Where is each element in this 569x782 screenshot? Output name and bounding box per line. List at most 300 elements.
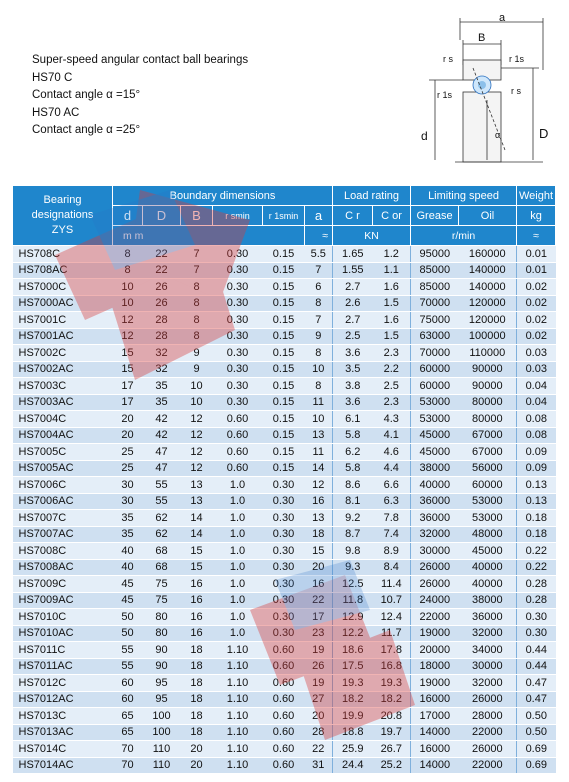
spec-value-cell: 27	[305, 691, 333, 708]
spec-value-cell: 13	[181, 493, 213, 510]
spec-value-cell: 11	[305, 394, 333, 411]
table-body	[13, 246, 556, 774]
spec-value-cell: 28	[143, 312, 181, 329]
col-D: D	[143, 206, 181, 226]
spec-value-cell: 15	[113, 345, 143, 362]
spec-value-cell: 0.15	[263, 460, 305, 477]
spec-value-cell: 3.5	[333, 361, 373, 378]
spec-value-cell: 53000	[411, 411, 459, 428]
spec-value-cell: 12	[181, 460, 213, 477]
spec-value-cell: 32000	[411, 526, 459, 543]
table-row	[13, 295, 556, 312]
spec-value-cell: 22	[143, 262, 181, 279]
spec-value-cell: 62	[143, 510, 181, 527]
table-row	[13, 361, 556, 378]
spec-value-cell: 50	[113, 609, 143, 626]
spec-value-cell: 60	[113, 675, 143, 692]
spec-value-cell: 0.30	[263, 625, 305, 642]
spec-value-cell: 10	[113, 279, 143, 296]
spec-value-cell: 65	[113, 708, 143, 725]
unit-kn: KN	[333, 226, 411, 246]
spec-value-cell: 15	[181, 543, 213, 560]
spec-value-cell: 45000	[411, 444, 459, 461]
spec-value-cell: 80000	[459, 394, 517, 411]
spec-value-cell: 19.3	[373, 675, 411, 692]
spec-value-cell: 0.30	[263, 576, 305, 593]
spec-value-cell: 120000	[459, 295, 517, 312]
spec-value-cell: 4.3	[373, 411, 411, 428]
spec-value-cell: 75	[143, 592, 181, 609]
spec-value-cell: 0.50	[517, 708, 556, 725]
spec-value-cell: 0.15	[263, 361, 305, 378]
spec-value-cell: 17	[305, 609, 333, 626]
spec-value-cell: 16	[181, 576, 213, 593]
spec-value-cell: 42	[143, 427, 181, 444]
table-row	[13, 526, 556, 543]
spec-value-cell: 0.15	[263, 295, 305, 312]
spec-value-cell: 8.1	[333, 493, 373, 510]
spec-value-cell: 0.30	[263, 609, 305, 626]
spec-value-cell: 45	[113, 592, 143, 609]
spec-value-cell: 40	[113, 543, 143, 560]
spec-value-cell: 0.60	[263, 675, 305, 692]
table-row	[13, 576, 556, 593]
spec-value-cell: 10	[181, 378, 213, 395]
spec-value-cell: 2.7	[333, 279, 373, 296]
bearing-designation-cell: HS7011C	[13, 642, 113, 659]
spec-value-cell: 35	[143, 394, 181, 411]
spec-value-cell: 1.10	[213, 708, 263, 725]
spec-value-cell: 1.2	[373, 246, 411, 263]
bearing-designation-cell: HS7014AC	[13, 757, 113, 774]
spec-value-cell: 19.7	[373, 724, 411, 741]
col-r1smin: r 1smin	[263, 206, 305, 226]
spec-value-cell: 80000	[459, 411, 517, 428]
spec-value-cell: 0.01	[517, 246, 556, 263]
spec-value-cell: 1.0	[213, 526, 263, 543]
spec-value-cell: 0.18	[517, 510, 556, 527]
spec-value-cell: 12	[181, 427, 213, 444]
spec-value-cell: 0.02	[517, 295, 556, 312]
spec-value-cell: 0.28	[517, 576, 556, 593]
col-designations-header: Bearing designations ZYS	[13, 186, 113, 246]
table-row	[13, 246, 556, 263]
spec-value-cell: 1.10	[213, 691, 263, 708]
spec-value-cell: 11.7	[373, 625, 411, 642]
spec-value-cell: 90000	[459, 361, 517, 378]
spec-value-cell: 20	[305, 559, 333, 576]
spec-value-cell: 36000	[459, 609, 517, 626]
bearing-designation-cell: HS7003AC	[13, 394, 113, 411]
spec-value-cell: 0.02	[517, 279, 556, 296]
spec-value-cell: 34000	[459, 642, 517, 659]
spec-value-cell: 0.15	[263, 411, 305, 428]
bearing-designation-cell: HS7013AC	[13, 724, 113, 741]
unit-approx: ≈	[305, 226, 333, 246]
spec-value-cell: 48000	[459, 526, 517, 543]
spec-value-cell: 12	[181, 444, 213, 461]
spec-value-cell: 0.60	[263, 642, 305, 659]
spec-value-cell: 11.4	[373, 576, 411, 593]
spec-value-cell: 26000	[411, 576, 459, 593]
spec-value-cell: 22	[143, 246, 181, 263]
bearing-designation-cell: HS7007AC	[13, 526, 113, 543]
spec-value-cell: 19000	[411, 675, 459, 692]
spec-value-cell: 1.0	[213, 559, 263, 576]
spec-value-cell: 25.9	[333, 741, 373, 758]
dim-D-label: D	[539, 126, 549, 141]
spec-value-cell: 0.30	[213, 262, 263, 279]
col-d: d	[113, 206, 143, 226]
spec-value-cell: 53000	[459, 510, 517, 527]
bearing-spec-table	[12, 185, 556, 774]
spec-value-cell: 13	[305, 510, 333, 527]
spec-value-cell: 26	[305, 658, 333, 675]
spec-value-cell: 0.60	[213, 411, 263, 428]
table-row	[13, 609, 556, 626]
spec-value-cell: 23	[305, 625, 333, 642]
spec-value-cell: 0.30	[263, 543, 305, 560]
spec-value-cell: 36000	[411, 510, 459, 527]
spec-value-cell: 11.8	[333, 592, 373, 609]
spec-value-cell: 0.15	[263, 328, 305, 345]
spec-value-cell: 0.47	[517, 675, 556, 692]
table-row	[13, 477, 556, 494]
spec-value-cell: 0.03	[517, 345, 556, 362]
spec-value-cell: 26	[143, 279, 181, 296]
spec-value-cell: 0.03	[517, 361, 556, 378]
spec-value-cell: 8	[305, 345, 333, 362]
dim-B-label: B	[478, 32, 486, 44]
spec-value-cell: 18	[181, 708, 213, 725]
spec-value-cell: 5.8	[333, 427, 373, 444]
spec-value-cell: 0.30	[263, 510, 305, 527]
spec-value-cell: 16	[181, 609, 213, 626]
spec-value-cell: 40000	[411, 477, 459, 494]
spec-value-cell: 0.01	[517, 262, 556, 279]
spec-value-cell: 12	[113, 312, 143, 329]
spec-value-cell: 40000	[459, 559, 517, 576]
spec-value-cell: 4.1	[373, 427, 411, 444]
spec-value-cell: 67000	[459, 444, 517, 461]
spec-value-cell: 0.60	[263, 741, 305, 758]
spec-value-cell: 1.0	[213, 576, 263, 593]
spec-value-cell: 20	[113, 427, 143, 444]
bearing-designation-cell: HS7009C	[13, 576, 113, 593]
col-grease: Grease	[411, 206, 459, 226]
spec-value-cell: 0.30	[263, 592, 305, 609]
spec-value-cell: 35	[113, 526, 143, 543]
spec-value-cell: 1.6	[373, 279, 411, 296]
spec-value-cell: 50	[113, 625, 143, 642]
table-row	[13, 493, 556, 510]
spec-value-cell: 1.0	[213, 592, 263, 609]
bearing-designation-cell: HS7009AC	[13, 592, 113, 609]
rs-label-right: r s	[511, 86, 521, 96]
spec-value-cell: 110000	[459, 345, 517, 362]
spec-value-cell: 10	[113, 295, 143, 312]
spec-value-cell: 4.6	[373, 444, 411, 461]
bearing-designation-cell: HS7003C	[13, 378, 113, 395]
bearing-designation-cell: HS7012C	[13, 675, 113, 692]
spec-value-cell: 62	[143, 526, 181, 543]
spec-value-cell: 0.30	[213, 312, 263, 329]
spec-value-cell: 22	[305, 592, 333, 609]
spec-value-cell: 14000	[411, 724, 459, 741]
spec-value-cell: 1.10	[213, 724, 263, 741]
table-row	[13, 460, 556, 477]
table-row	[13, 279, 556, 296]
spec-value-cell: 19	[305, 642, 333, 659]
spec-value-cell: 1.5	[373, 328, 411, 345]
spec-value-cell: 1.10	[213, 658, 263, 675]
spec-value-cell: 1.0	[213, 477, 263, 494]
spec-value-cell: 0.30	[213, 394, 263, 411]
spec-value-cell: 0.28	[517, 592, 556, 609]
spec-value-cell: 12	[181, 411, 213, 428]
spec-value-cell: 8.4	[373, 559, 411, 576]
spec-value-cell: 100000	[459, 328, 517, 345]
spec-value-cell: 0.15	[263, 444, 305, 461]
table-row	[13, 262, 556, 279]
spec-value-cell: 0.02	[517, 312, 556, 329]
table-row	[13, 559, 556, 576]
spec-value-cell: 1.10	[213, 741, 263, 758]
spec-value-cell: 0.15	[263, 427, 305, 444]
spec-value-cell: 26000	[459, 691, 517, 708]
spec-value-cell: 42	[143, 411, 181, 428]
unit-approx-weight: ≈	[517, 226, 556, 246]
bearing-designation-cell: HS7001AC	[13, 328, 113, 345]
spec-value-cell: 18	[181, 642, 213, 659]
spec-value-cell: 0.60	[263, 724, 305, 741]
spec-value-cell: 9.2	[333, 510, 373, 527]
spec-value-cell: 67000	[459, 427, 517, 444]
spec-value-cell: 0.30	[517, 625, 556, 642]
bearing-designation-cell: HS7002AC	[13, 361, 113, 378]
spec-value-cell: 2.2	[373, 361, 411, 378]
intro-series-c: HS70 C	[32, 71, 73, 84]
spec-value-cell: 53000	[459, 493, 517, 510]
spec-value-cell: 18	[181, 658, 213, 675]
spec-value-cell: 16000	[411, 741, 459, 758]
spec-value-cell: 7.4	[373, 526, 411, 543]
bearing-designation-cell: HS708C	[13, 246, 113, 263]
spec-value-cell: 7	[181, 246, 213, 263]
spec-value-cell: 30000	[459, 658, 517, 675]
spec-value-cell: 3.6	[333, 345, 373, 362]
intro-series-ac: HS70 AC	[32, 106, 80, 119]
spec-value-cell: 22000	[459, 724, 517, 741]
spec-value-cell: 16	[181, 625, 213, 642]
spec-value-cell: 8.7	[333, 526, 373, 543]
spec-value-cell: 19000	[411, 625, 459, 642]
spec-value-cell: 0.30	[263, 559, 305, 576]
spec-value-cell: 0.15	[263, 312, 305, 329]
spec-value-cell: 8.6	[333, 477, 373, 494]
spec-value-cell: 12	[305, 477, 333, 494]
spec-value-cell: 2.7	[333, 312, 373, 329]
spec-value-cell: 0.44	[517, 642, 556, 659]
spec-value-cell: 0.18	[517, 526, 556, 543]
spec-value-cell: 90	[143, 642, 181, 659]
spec-value-cell: 22000	[459, 757, 517, 774]
spec-value-cell: 0.09	[517, 444, 556, 461]
spec-value-cell: 70000	[411, 295, 459, 312]
spec-value-cell: 0.15	[263, 279, 305, 296]
spec-value-cell: 56000	[459, 460, 517, 477]
spec-value-cell: 19	[305, 675, 333, 692]
spec-value-cell: 55	[113, 642, 143, 659]
spec-value-cell: 0.60	[263, 691, 305, 708]
spec-value-cell: 60	[113, 691, 143, 708]
spec-value-cell: 22	[305, 741, 333, 758]
bearing-designation-cell: HS7013C	[13, 708, 113, 725]
spec-value-cell: 2.3	[373, 345, 411, 362]
bearing-diagram	[415, 10, 565, 170]
table-row	[13, 510, 556, 527]
table-row	[13, 543, 556, 560]
weight-header: Weight	[517, 186, 556, 206]
spec-value-cell: 15	[305, 543, 333, 560]
spec-value-cell: 100	[143, 708, 181, 725]
spec-value-cell: 9.8	[333, 543, 373, 560]
spec-value-cell: 14000	[411, 757, 459, 774]
col-kg: kg	[517, 206, 556, 226]
spec-value-cell: 25	[113, 460, 143, 477]
unit-mm: m m	[113, 226, 305, 246]
spec-value-cell: 20	[181, 741, 213, 758]
spec-value-cell: 0.47	[517, 691, 556, 708]
spec-value-cell: 32000	[459, 675, 517, 692]
spec-value-cell: 30	[113, 493, 143, 510]
spec-value-cell: 8	[181, 295, 213, 312]
col-cor: C or	[373, 206, 411, 226]
bearing-designation-cell: HS7006AC	[13, 493, 113, 510]
spec-value-cell: 26.7	[373, 741, 411, 758]
table-row	[13, 675, 556, 692]
spec-value-cell: 24.4	[333, 757, 373, 774]
dim-d-label: d	[421, 129, 428, 143]
spec-value-cell: 4.4	[373, 460, 411, 477]
spec-value-cell: 0.22	[517, 559, 556, 576]
spec-value-cell: 18	[181, 675, 213, 692]
spec-value-cell: 12	[113, 328, 143, 345]
spec-value-cell: 8	[305, 295, 333, 312]
spec-value-cell: 0.30	[213, 361, 263, 378]
dim-a-label: a	[499, 12, 506, 24]
spec-value-cell: 26000	[411, 559, 459, 576]
spec-value-cell: 0.13	[517, 493, 556, 510]
spec-value-cell: 18.6	[333, 642, 373, 659]
spec-value-cell: 19.9	[333, 708, 373, 725]
spec-value-cell: 75000	[411, 312, 459, 329]
spec-value-cell: 8	[113, 246, 143, 263]
spec-value-cell: 18.2	[333, 691, 373, 708]
spec-value-cell: 9	[305, 328, 333, 345]
spec-value-cell: 12.5	[333, 576, 373, 593]
spec-value-cell: 26000	[459, 741, 517, 758]
spec-value-cell: 14	[181, 526, 213, 543]
table-row	[13, 328, 556, 345]
spec-value-cell: 55	[113, 658, 143, 675]
spec-value-cell: 140000	[459, 262, 517, 279]
spec-value-cell: 95000	[411, 246, 459, 263]
bearing-designation-cell: HS7008C	[13, 543, 113, 560]
spec-value-cell: 30	[113, 477, 143, 494]
spec-value-cell: 0.60	[263, 757, 305, 774]
spec-value-cell: 24000	[411, 592, 459, 609]
unit-rmin: r/min	[411, 226, 517, 246]
spec-value-cell: 80	[143, 609, 181, 626]
spec-value-cell: 75	[143, 576, 181, 593]
table-row	[13, 642, 556, 659]
spec-value-cell: 12.4	[373, 609, 411, 626]
spec-value-cell: 7.8	[373, 510, 411, 527]
spec-value-cell: 45	[113, 576, 143, 593]
spec-value-cell: 7	[305, 262, 333, 279]
spec-value-cell: 20	[113, 411, 143, 428]
bearing-designation-cell: HS7010C	[13, 609, 113, 626]
spec-value-cell: 0.30	[517, 609, 556, 626]
spec-value-cell: 47	[143, 444, 181, 461]
spec-value-cell: 22000	[411, 609, 459, 626]
table-row	[13, 427, 556, 444]
spec-value-cell: 16	[305, 493, 333, 510]
spec-value-cell: 68	[143, 559, 181, 576]
load-rating-header: Load rating	[333, 186, 411, 206]
spec-value-cell: 38000	[459, 592, 517, 609]
spec-value-cell: 68	[143, 543, 181, 560]
spec-value-cell: 120000	[459, 312, 517, 329]
limiting-speed-header: Limiting speed	[411, 186, 517, 206]
spec-value-cell: 85000	[411, 262, 459, 279]
spec-value-cell: 12.2	[333, 625, 373, 642]
spec-value-cell: 2.6	[333, 295, 373, 312]
spec-value-cell: 20	[305, 708, 333, 725]
table-row	[13, 757, 556, 774]
spec-value-cell: 8	[113, 262, 143, 279]
spec-value-cell: 90	[143, 658, 181, 675]
spec-value-cell: 0.04	[517, 378, 556, 395]
spec-value-cell: 0.60	[263, 658, 305, 675]
spec-value-cell: 6.2	[333, 444, 373, 461]
spec-value-cell: 95	[143, 691, 181, 708]
table-row	[13, 345, 556, 362]
spec-value-cell: 0.30	[213, 345, 263, 362]
spec-value-cell: 70	[113, 741, 143, 758]
col-B: B	[181, 206, 213, 226]
bearing-designation-cell: HS7006C	[13, 477, 113, 494]
spec-value-cell: 7	[305, 312, 333, 329]
spec-value-cell: 80	[143, 625, 181, 642]
bearing-designation-cell: HS7001C	[13, 312, 113, 329]
spec-value-cell: 6.3	[373, 493, 411, 510]
spec-value-cell: 47	[143, 460, 181, 477]
spec-value-cell: 15	[113, 361, 143, 378]
spec-value-cell: 0.60	[213, 460, 263, 477]
spec-value-cell: 0.15	[263, 394, 305, 411]
spec-value-cell: 5.8	[333, 460, 373, 477]
spec-value-cell: 95	[143, 675, 181, 692]
rs-label-top: r s	[443, 54, 453, 64]
spec-value-cell: 0.30	[263, 526, 305, 543]
spec-value-cell: 45000	[411, 427, 459, 444]
spec-value-cell: 9.3	[333, 559, 373, 576]
spec-value-cell: 1.0	[213, 510, 263, 527]
spec-value-cell: 140000	[459, 279, 517, 296]
spec-value-cell: 0.30	[263, 477, 305, 494]
